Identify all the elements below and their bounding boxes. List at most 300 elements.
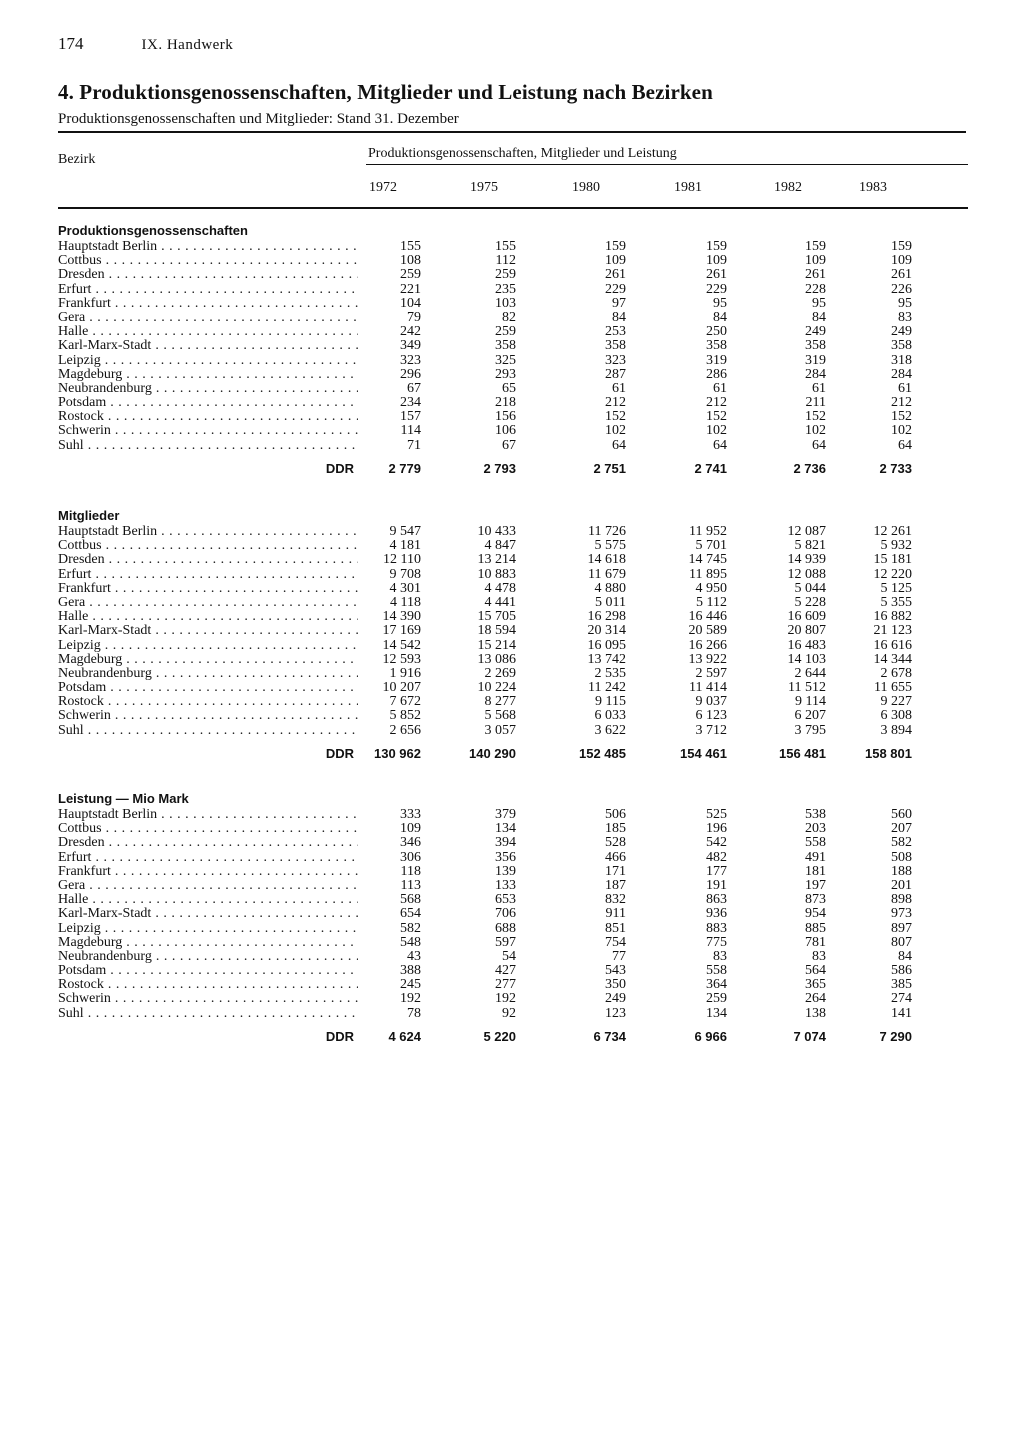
table-cell: 936 (706, 906, 727, 922)
table-cell: 118 (400, 863, 421, 879)
table-cell: 5 575 (594, 538, 626, 554)
table-row (58, 297, 938, 311)
table-cell: 95 (898, 295, 912, 311)
bezirk-label: Hauptstadt Berlin . . . (58, 525, 358, 539)
table-cell: 558 (706, 963, 727, 979)
total-cell: 2 793 (483, 460, 516, 476)
table-cell: 259 (706, 991, 727, 1007)
table-cell: 358 (605, 338, 626, 354)
section-produktionsgenossenschaften (58, 222, 938, 479)
table-cell: 5 228 (794, 594, 826, 610)
table-cell: 5 821 (794, 538, 826, 554)
table-cell: 388 (400, 963, 421, 979)
table-cell: 5 852 (389, 708, 421, 724)
total-row (58, 744, 938, 764)
bezirk-label: Schwerin . . . (58, 992, 358, 1006)
bezirk-label: Magdeburg . . . (58, 936, 358, 950)
total-cell: 2 736 (793, 460, 826, 476)
table-row (58, 582, 938, 596)
table-cell: 109 (400, 821, 421, 837)
table-cell: 558 (805, 835, 826, 851)
table-row (58, 922, 938, 936)
bezirk-label: Neubrandenburg . . . (58, 950, 358, 964)
table-cell: 528 (605, 835, 626, 851)
table-cell: 192 (400, 991, 421, 1007)
total-label: DDR (325, 460, 354, 476)
table-cell: 212 (891, 395, 912, 411)
table-cell: 11 726 (588, 524, 626, 539)
table-cell: 64 (898, 437, 912, 453)
table-row (58, 240, 938, 254)
table-cell: 11 242 (588, 680, 626, 696)
table-cell: 15 214 (477, 637, 516, 653)
table-row (58, 822, 938, 836)
table-cell: 83 (713, 948, 727, 964)
table-cell: 365 (805, 977, 826, 993)
total-cell: 7 290 (879, 1028, 912, 1044)
table-cell: 152 (805, 409, 826, 425)
table-cell: 10 207 (382, 680, 421, 696)
table-cell: 16 882 (873, 609, 912, 625)
table-cell: 832 (605, 892, 626, 908)
year-header-1982: 1982 (774, 180, 802, 195)
table-cell: 11 512 (788, 680, 826, 696)
total-label: DDR (325, 745, 354, 761)
table-cell: 11 895 (689, 566, 727, 582)
bezirk-label: Schwerin . . . (58, 424, 358, 438)
table-row (58, 978, 938, 992)
table-row (58, 525, 938, 539)
table-cell: 229 (605, 281, 626, 297)
total-cell: 2 779 (388, 460, 421, 476)
bezirk-label: Cottbus . . . (58, 254, 358, 268)
table-row (58, 539, 938, 553)
table-row (58, 368, 938, 382)
section-mitglieder (58, 507, 938, 764)
table-row (58, 865, 938, 879)
table-cell: 582 (400, 920, 421, 936)
table-cell: 133 (495, 877, 516, 893)
table-cell: 97 (612, 295, 626, 311)
table-cell: 11 952 (689, 524, 727, 539)
bezirk-label: Karl-Marx-Stadt . . . (58, 907, 358, 921)
table-cell: 898 (891, 892, 912, 908)
table-cell: 911 (605, 906, 626, 922)
table-cell: 20 807 (787, 623, 826, 639)
table-cell: 235 (495, 281, 516, 297)
table-cell: 319 (706, 352, 727, 368)
table-cell: 259 (495, 324, 516, 340)
table-cell: 203 (805, 821, 826, 837)
bezirk-label: Gera . . . (58, 311, 358, 325)
table-cell: 152 (706, 409, 727, 425)
table-cell: 1 916 (389, 665, 421, 681)
table-cell: 201 (891, 877, 912, 893)
table-title: 4. Produktionsgenossenschaften, Mitglieder und Leistung nach Bezirken (58, 80, 713, 104)
table-cell: 356 (495, 849, 516, 865)
table-row (58, 254, 938, 268)
table-cell: 2 656 (389, 722, 421, 738)
table-cell: 264 (805, 991, 826, 1007)
table-cell: 653 (495, 892, 516, 908)
table-row (58, 325, 938, 339)
table-cell: 781 (805, 934, 826, 950)
table-cell: 15 181 (873, 552, 912, 568)
bezirk-label: Gera . . . (58, 879, 358, 893)
table-cell: 16 095 (587, 637, 626, 653)
bezirk-label: Dresden . . . (58, 553, 358, 567)
table-cell: 261 (805, 267, 826, 283)
table-cell: 188 (891, 863, 912, 879)
table-cell: 4 118 (390, 594, 421, 610)
table-cell: 134 (706, 1005, 727, 1021)
table-cell: 358 (805, 338, 826, 354)
bezirk-label: Frankfurt . . . (58, 865, 358, 879)
table-cell: 5 044 (794, 580, 826, 596)
table-cell: 12 261 (873, 524, 912, 539)
table-cell: 319 (805, 352, 826, 368)
table-row (58, 339, 938, 353)
table-row (58, 1007, 938, 1021)
bezirk-label: Rostock . . . (58, 978, 358, 992)
table-cell: 863 (706, 892, 727, 908)
table-cell: 102 (706, 423, 727, 439)
table-row (58, 964, 938, 978)
table-cell: 77 (612, 948, 626, 964)
table-cell: 61 (812, 380, 826, 396)
year-header-1972: 1972 (369, 180, 397, 195)
bezirk-label: Karl-Marx-Stadt . . . (58, 624, 358, 638)
table-row (58, 354, 938, 368)
table-cell: 12 088 (787, 566, 826, 582)
table-cell: 79 (407, 309, 421, 325)
table-cell: 350 (605, 977, 626, 993)
table-cell: 156 (495, 409, 516, 425)
bezirk-label: Suhl . . . (58, 1007, 358, 1021)
table-cell: 5 125 (880, 580, 912, 596)
total-cell: 6 734 (593, 1028, 626, 1044)
bezirk-label: Halle . . . (58, 610, 358, 624)
table-cell: 6 123 (695, 708, 727, 724)
page-header (58, 34, 233, 54)
table-cell: 506 (605, 807, 626, 822)
table-cell: 6 207 (794, 708, 826, 724)
table-row (58, 610, 938, 624)
table-cell: 11 679 (588, 566, 626, 582)
table-cell: 9 115 (595, 694, 626, 710)
table-cell: 54 (502, 948, 516, 964)
table-cell: 560 (891, 807, 912, 822)
table-cell: 12 110 (383, 552, 421, 568)
table-cell: 277 (495, 977, 516, 993)
bezirk-column-header: Bezirk (58, 152, 96, 167)
table-cell: 109 (706, 253, 727, 269)
table-row (58, 639, 938, 653)
table-cell: 139 (495, 863, 516, 879)
table-cell: 385 (891, 977, 912, 993)
table-cell: 13 086 (477, 651, 516, 667)
section-heading: Leistung — Mio Mark (58, 791, 189, 806)
table-cell: 688 (495, 920, 516, 936)
table-cell: 159 (706, 239, 727, 254)
table-cell: 191 (706, 877, 727, 893)
table-cell: 64 (812, 437, 826, 453)
table-row (58, 836, 938, 850)
table-cell: 138 (805, 1005, 826, 1021)
total-row (58, 459, 938, 479)
table-cell: 61 (713, 380, 727, 396)
table-cell: 508 (891, 849, 912, 865)
table-cell: 159 (605, 239, 626, 254)
table-cell: 2 535 (594, 665, 626, 681)
table-cell: 152 (891, 409, 912, 425)
table-cell: 249 (605, 991, 626, 1007)
table-row (58, 382, 938, 396)
table-row (58, 624, 938, 638)
table-cell: 249 (891, 324, 912, 340)
total-cell: 4 624 (388, 1028, 421, 1044)
table-cell: 293 (495, 366, 516, 382)
bezirk-label: Halle . . . (58, 893, 358, 907)
table-cell: 548 (400, 934, 421, 950)
table-cell: 16 446 (688, 609, 727, 625)
table-cell: 83 (812, 948, 826, 964)
table-cell: 3 622 (594, 722, 626, 738)
table-cell: 284 (891, 366, 912, 382)
table-row (58, 879, 938, 893)
table-cell: 171 (605, 863, 626, 879)
table-cell: 65 (502, 380, 516, 396)
table-cell: 325 (495, 352, 516, 368)
table-cell: 83 (898, 309, 912, 325)
table-cell: 13 922 (688, 651, 727, 667)
table-cell: 84 (898, 948, 912, 964)
table-cell: 95 (812, 295, 826, 311)
table-cell: 192 (495, 991, 516, 1007)
table-cell: 286 (706, 366, 727, 382)
table-row (58, 667, 938, 681)
table-cell: 5 112 (696, 594, 727, 610)
bezirk-label: Erfurt . . . (58, 568, 358, 582)
bezirk-label: Potsdam . . . (58, 681, 358, 695)
table-cell: 3 894 (880, 722, 912, 738)
table-row (58, 553, 938, 567)
table-cell: 873 (805, 892, 826, 908)
bezirk-label: Magdeburg . . . (58, 653, 358, 667)
table-cell: 211 (805, 395, 826, 411)
table-cell: 102 (891, 423, 912, 439)
table-cell: 597 (495, 934, 516, 950)
table-cell: 84 (612, 309, 626, 325)
table-cell: 102 (805, 423, 826, 439)
table-row (58, 851, 938, 865)
table-cell: 104 (400, 295, 421, 311)
table-cell: 4 301 (389, 580, 421, 596)
table-cell: 134 (495, 821, 516, 837)
table-row (58, 311, 938, 325)
table-cell: 259 (495, 267, 516, 283)
table-cell: 261 (605, 267, 626, 283)
bezirk-label: Leipzig . . . (58, 639, 358, 653)
table-cell: 64 (612, 437, 626, 453)
table-row (58, 950, 938, 964)
table-cell: 6 033 (594, 708, 626, 724)
table-cell: 177 (706, 863, 727, 879)
table-cell: 4 950 (695, 580, 727, 596)
table-row (58, 695, 938, 709)
table-cell: 20 589 (688, 623, 727, 639)
group-header-rule (366, 164, 968, 165)
table-cell: 14 542 (382, 637, 421, 653)
table-cell: 5 011 (595, 594, 626, 610)
table-cell: 543 (605, 963, 626, 979)
table-cell: 249 (805, 324, 826, 340)
table-cell: 754 (605, 934, 626, 950)
table-cell: 109 (805, 253, 826, 269)
table-cell: 67 (407, 380, 421, 396)
table-cell: 885 (805, 920, 826, 936)
table-cell: 16 266 (688, 637, 727, 653)
table-cell: 12 220 (873, 566, 912, 582)
table-cell: 10 883 (477, 566, 516, 582)
table-cell: 3 795 (794, 722, 826, 738)
table-row (58, 424, 938, 438)
bezirk-label: Erfurt . . . (58, 851, 358, 865)
table-cell: 229 (706, 281, 727, 297)
table-cell: 851 (605, 920, 626, 936)
table-cell: 14 939 (787, 552, 826, 568)
table-cell: 358 (891, 338, 912, 354)
table-cell: 564 (805, 963, 826, 979)
table-cell: 212 (706, 395, 727, 411)
total-label: DDR (325, 1028, 354, 1044)
table-cell: 10 433 (477, 524, 516, 539)
table-row (58, 709, 938, 723)
table-cell: 542 (706, 835, 727, 851)
table-cell: 245 (400, 977, 421, 993)
table-row (58, 893, 938, 907)
table-cell: 14 103 (787, 651, 826, 667)
table-cell: 196 (706, 821, 727, 837)
table-cell: 807 (891, 934, 912, 950)
table-cell: 9 547 (389, 524, 421, 539)
table-cell: 10 224 (477, 680, 516, 696)
table-cell: 897 (891, 920, 912, 936)
table-cell: 358 (706, 338, 727, 354)
table-cell: 109 (891, 253, 912, 269)
bezirk-label: Frankfurt . . . (58, 297, 358, 311)
table-cell: 358 (495, 338, 516, 354)
table-cell: 12 087 (787, 524, 826, 539)
table-cell: 187 (605, 877, 626, 893)
table-cell: 323 (605, 352, 626, 368)
total-cell: 130 962 (374, 745, 421, 761)
table-cell: 84 (812, 309, 826, 325)
section-label: IX. Handwerk (141, 37, 234, 53)
section-heading: Mitglieder (58, 508, 120, 523)
table-cell: 157 (400, 409, 421, 425)
table-cell: 9 037 (695, 694, 727, 710)
bezirk-label: Cottbus . . . (58, 822, 358, 836)
table-cell: 261 (891, 267, 912, 283)
table-cell: 16 298 (587, 609, 626, 625)
total-cell: 140 290 (469, 745, 516, 761)
table-subtitle: Produktionsgenossenschaften und Mitglieder: Stand 31. Dezember (58, 111, 459, 127)
table-cell: 92 (502, 1005, 516, 1021)
year-header-1983: 1983 (859, 180, 887, 195)
table-cell: 14 390 (382, 609, 421, 625)
section-heading: Produktionsgenossenschaften (58, 223, 248, 238)
table-cell: 9 114 (795, 694, 826, 710)
table-cell: 427 (495, 963, 516, 979)
table-cell: 2 678 (880, 665, 912, 681)
table-cell: 17 169 (382, 623, 421, 639)
bezirk-label: Neubrandenburg . . . (58, 382, 358, 396)
table-cell: 106 (495, 423, 516, 439)
table-cell: 654 (400, 906, 421, 922)
table-row (58, 396, 938, 410)
table-cell: 102 (605, 423, 626, 439)
table-cell: 568 (400, 892, 421, 908)
bezirk-label: Suhl . . . (58, 439, 358, 453)
table-cell: 155 (400, 239, 421, 254)
table-cell: 141 (891, 1005, 912, 1021)
table-cell: 13 742 (587, 651, 626, 667)
table-cell: 61 (898, 380, 912, 396)
table-cell: 159 (805, 239, 826, 254)
table-cell: 5 932 (880, 538, 912, 554)
table-cell: 284 (805, 366, 826, 382)
total-cell: 156 481 (779, 745, 826, 761)
table-cell: 112 (495, 253, 516, 269)
bezirk-label: Gera . . . (58, 596, 358, 610)
table-cell: 9 227 (880, 694, 912, 710)
table-cell: 12 593 (382, 651, 421, 667)
table-cell: 2 597 (695, 665, 727, 681)
year-header-1975: 1975 (470, 180, 498, 195)
table-row (58, 936, 938, 950)
table-cell: 4 847 (484, 538, 516, 554)
page-number: 174 (58, 34, 84, 53)
bezirk-label: Karl-Marx-Stadt . . . (58, 339, 358, 353)
table-cell: 218 (495, 395, 516, 411)
table-cell: 155 (495, 239, 516, 254)
table-row (58, 439, 938, 453)
header-bottom-rule (58, 207, 968, 209)
table-cell: 114 (400, 423, 421, 439)
table-cell: 306 (400, 849, 421, 865)
table-cell: 18 594 (477, 623, 516, 639)
table-cell: 3 712 (695, 722, 727, 738)
table-cell: 883 (706, 920, 727, 936)
table-cell: 2 644 (794, 665, 826, 681)
table-cell: 14 745 (688, 552, 727, 568)
table-row (58, 653, 938, 667)
total-cell: 2 733 (879, 460, 912, 476)
table-cell: 296 (400, 366, 421, 382)
table-cell: 250 (706, 324, 727, 340)
total-cell: 2 751 (593, 460, 626, 476)
total-cell: 2 741 (694, 460, 727, 476)
table-cell: 706 (495, 906, 516, 922)
total-cell: 158 801 (865, 745, 912, 761)
table-cell: 491 (805, 849, 826, 865)
bezirk-label: Leipzig . . . (58, 922, 358, 936)
table-row (58, 268, 938, 282)
table-row (58, 724, 938, 738)
table-cell: 61 (612, 380, 626, 396)
bezirk-label: Suhl . . . (58, 724, 358, 738)
